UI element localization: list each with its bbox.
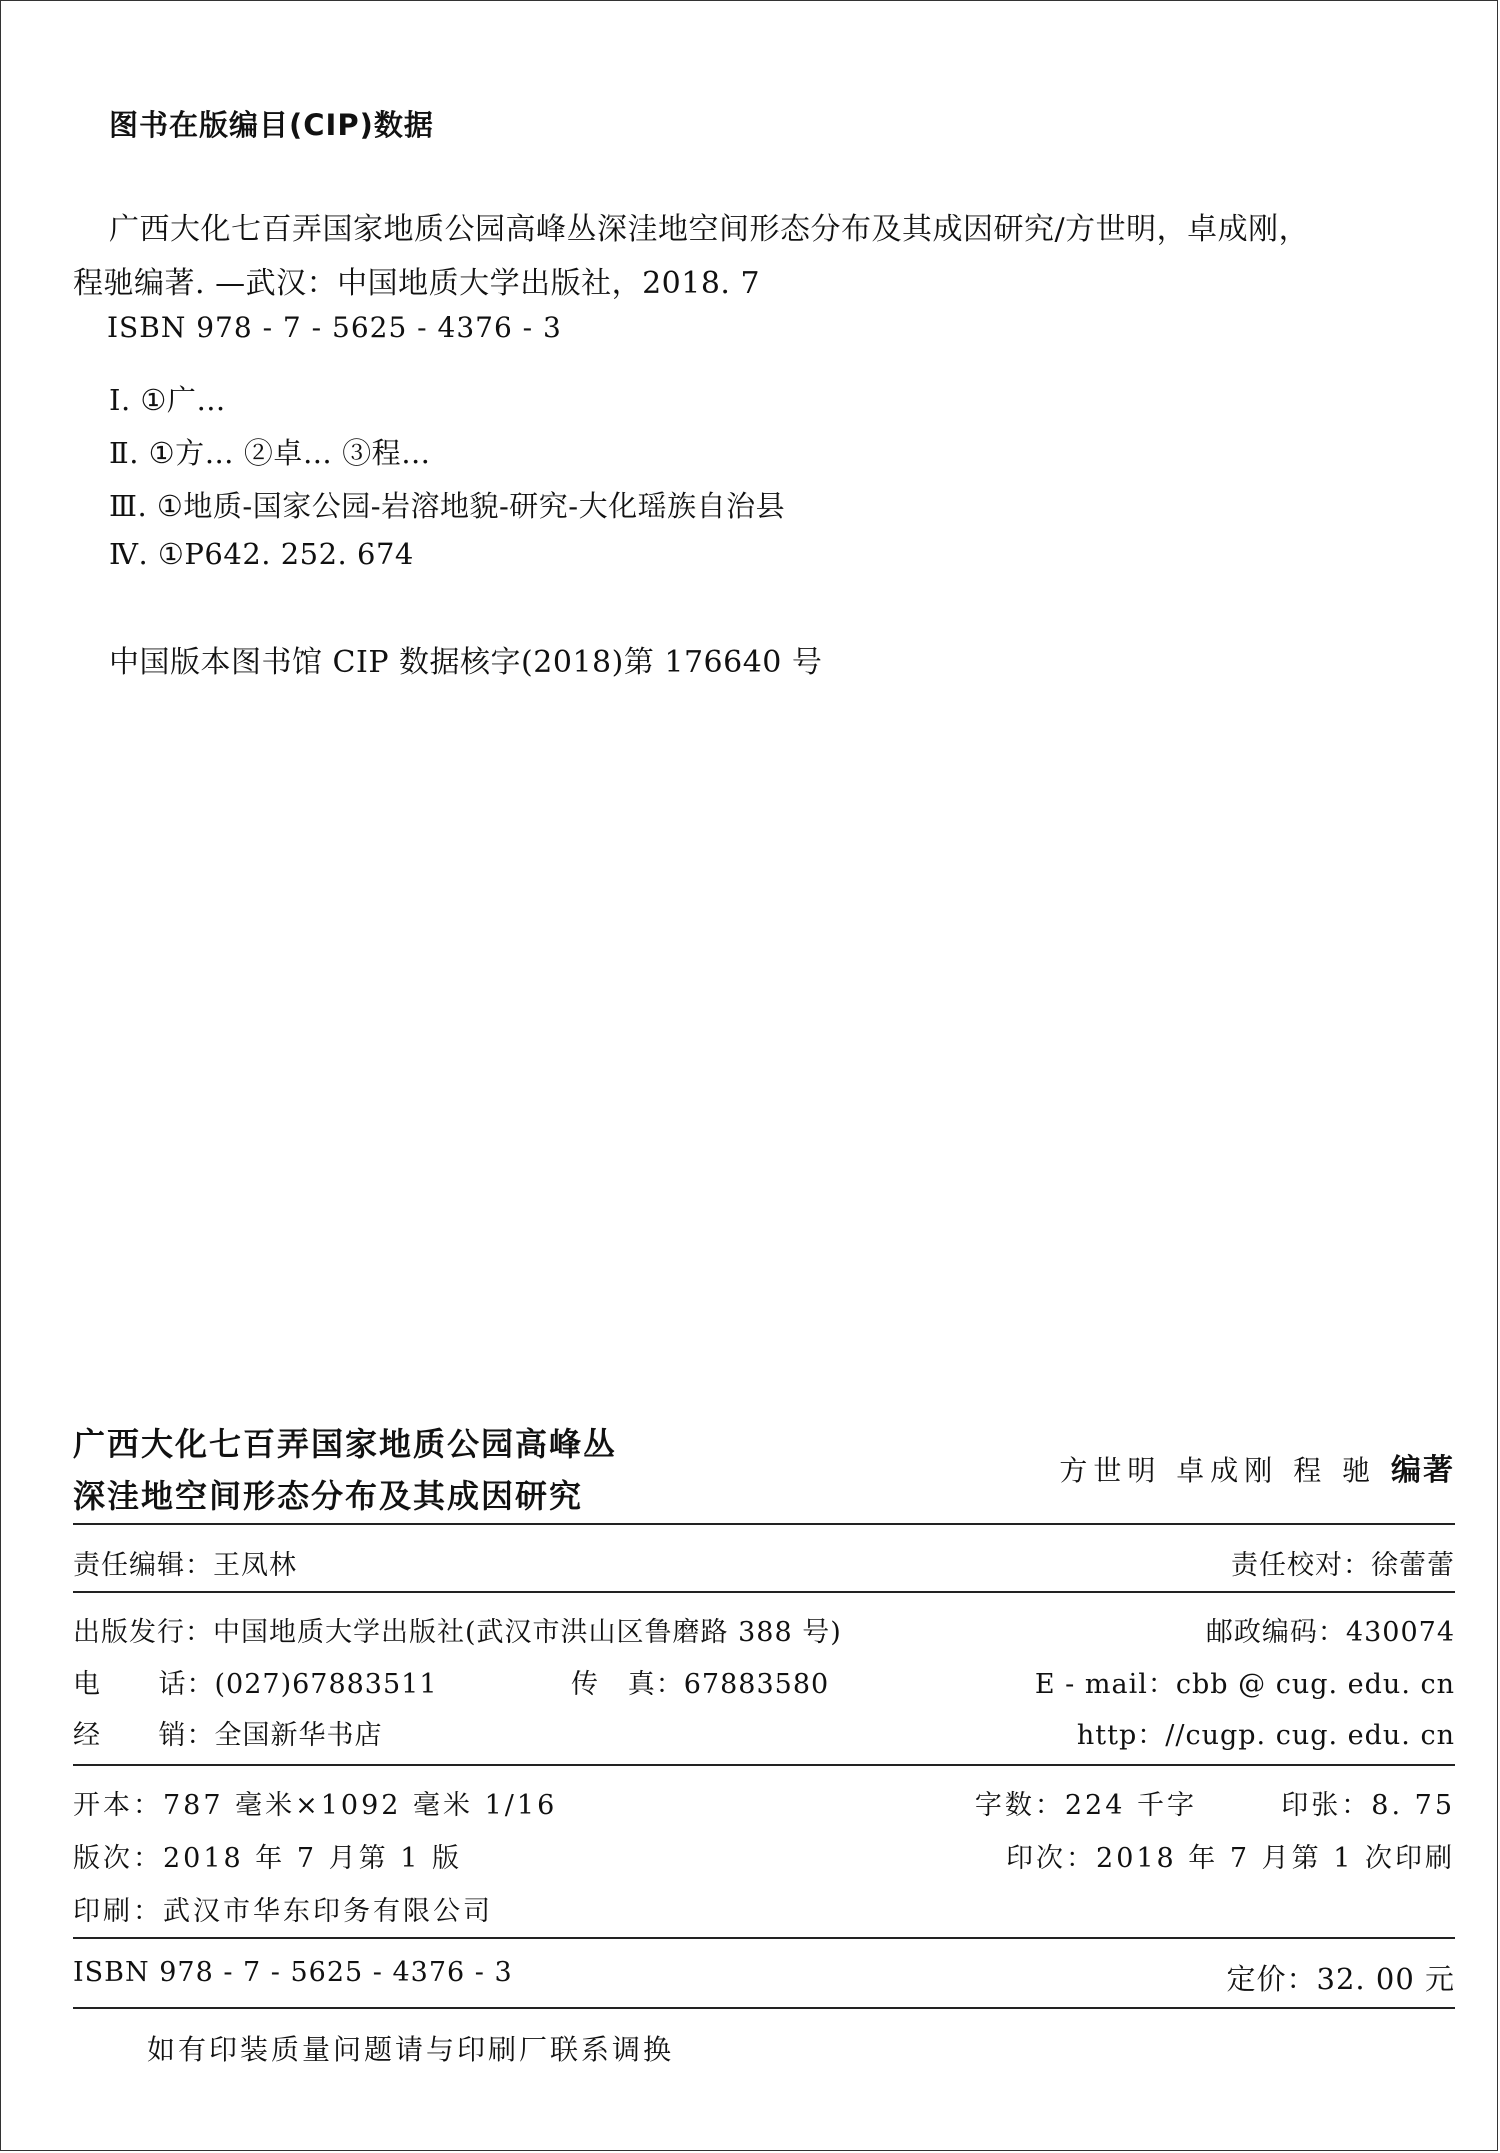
fax: 传 真：67883580	[571, 1669, 830, 1700]
printing: 印次：2018 年 7 月第 1 次印刷	[1006, 1843, 1455, 1874]
publisher: 出版发行：中国地质大学出版社(武汉市洪山区鲁磨路 388 号)	[73, 1617, 842, 1648]
divider-4	[73, 1937, 1455, 1939]
colophon-title-line-2: 深洼地空间形态分布及其成因研究	[73, 1477, 584, 1515]
edition: 版次：2018 年 7 月第 1 版	[73, 1843, 462, 1874]
postcode: 邮政编码：430074	[1205, 1617, 1455, 1648]
classification-1: Ⅰ. ①广…	[109, 383, 226, 417]
word-count: 字数：224 千字	[974, 1790, 1197, 1821]
colophon-isbn: ISBN 978 - 7 - 5625 - 4376 - 3	[73, 1957, 513, 1988]
responsible-editor: 责任编辑：王凤林	[73, 1550, 297, 1581]
cip-description-line-2: 程驰编著. —武汉：中国地质大学出版社，2018. 7	[73, 266, 761, 301]
website: http：//cugp. cug. edu. cn	[1076, 1720, 1455, 1751]
colophon-title-line-1: 广西大化七百弄国家地质公园高峰丛	[73, 1425, 618, 1463]
divider-5	[73, 2007, 1455, 2009]
email: E - mail：cbb @ cug. edu. cn	[1034, 1669, 1455, 1700]
classification-2: Ⅱ. ①方… ②卓… ③程…	[109, 436, 431, 470]
colophon-authors	[1059, 1445, 1455, 1489]
cip-heading: 图书在版编目(CIP)数据	[109, 108, 434, 142]
classification-3: Ⅲ. ①地质-国家公园-岩溶地貌-研究-大化瑶族自治县	[109, 489, 786, 523]
cip-record-number: 中国版本图书馆 CIP 数据核字(2018)第 176640 号	[109, 645, 823, 680]
price: 定价：32. 00 元	[1226, 1962, 1455, 1996]
author-names: 方世明 卓成刚 程 驰	[1059, 1454, 1377, 1487]
printed-sheets: 印张：8. 75	[1281, 1790, 1455, 1821]
cip-isbn: ISBN 978 - 7 - 5625 - 4376 - 3	[107, 311, 562, 344]
divider-1	[73, 1523, 1455, 1525]
quality-notice: 如有印装质量问题请与印刷厂联系调换	[147, 2033, 675, 2066]
classification-4: Ⅳ. ①P642. 252. 674	[109, 537, 414, 571]
responsible-proofreader: 责任校对：徐蕾蕾	[1231, 1550, 1455, 1581]
divider-2	[73, 1591, 1455, 1593]
distributor: 经 销：全国新华书店	[73, 1720, 383, 1751]
book-format: 开本：787 毫米×1092 毫米 1/16	[73, 1790, 558, 1821]
cip-description-line-1: 广西大化七百弄国家地质公园高峰丛深洼地空间形态分布及其成因研究/方世明，卓成刚，	[109, 212, 1310, 247]
phone: 电 话：(027)67883511	[73, 1669, 438, 1700]
author-role: 编著	[1391, 1453, 1455, 1488]
printer: 印刷：武汉市华东印务有限公司	[73, 1896, 493, 1927]
divider-3	[73, 1764, 1455, 1766]
